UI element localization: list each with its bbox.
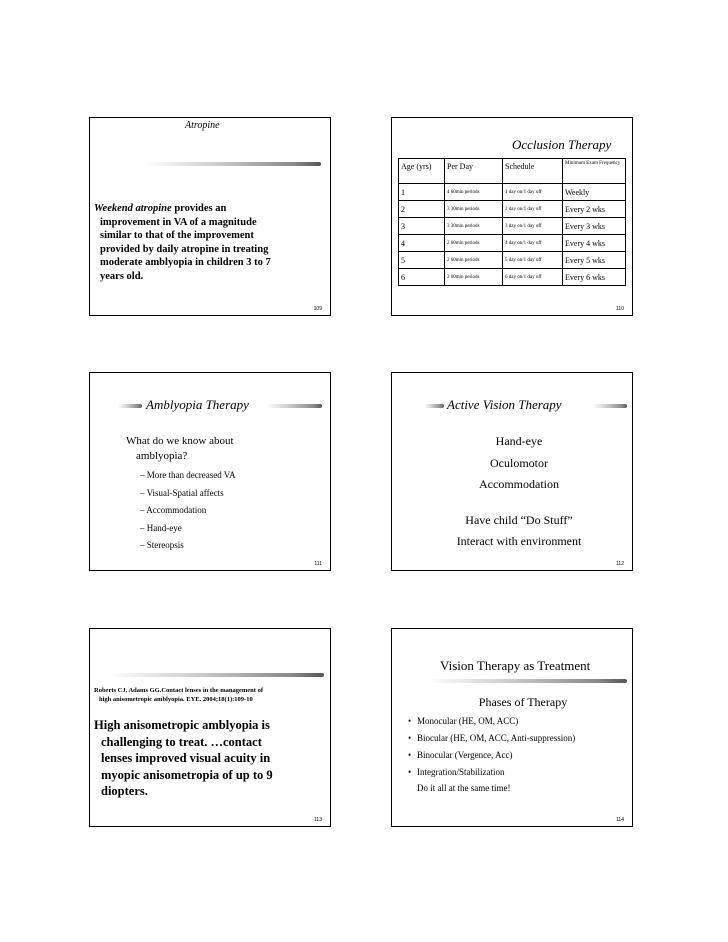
table-cell: 3 day on/1 day off	[503, 218, 563, 235]
table-header-row	[399, 159, 626, 184]
slide-body	[94, 202, 271, 283]
table-row	[399, 252, 626, 269]
body-line: provides an	[171, 203, 227, 214]
table-cell: 3 30min periods	[445, 201, 503, 218]
topic-list	[140, 467, 236, 555]
title-rule	[108, 673, 324, 677]
bullet-item: • Integration/Stabilization	[408, 767, 505, 777]
title-rule-left	[118, 404, 142, 408]
slide-number: 112	[616, 561, 624, 567]
line-hand-eye: Hand-eye	[495, 434, 543, 448]
body-line: challenging to treat. …contact	[101, 734, 262, 749]
intro-line: What do we know about	[126, 435, 234, 447]
table-cell: 2	[399, 201, 445, 218]
slide-110	[391, 117, 633, 316]
table-header-cell: Schedule	[503, 159, 563, 184]
list-item: – Stereopsis	[140, 540, 184, 550]
bullet-item: • Biocular (HE, OM, ACC, Anti-suppression)	[408, 733, 576, 743]
slide-number: 110	[616, 306, 624, 312]
table-cell: 2 day on/1 day off	[503, 201, 563, 218]
slide-title: Amblyopia Therapy	[146, 397, 249, 412]
table-cell: 4 60min periods	[445, 184, 503, 201]
title-rule	[145, 162, 321, 166]
table-cell: 2 60min periods	[445, 252, 503, 269]
list-item: – Accommodation	[140, 505, 207, 515]
list-item: – Hand-eye	[140, 522, 182, 533]
table-header-cell: Minimum Exam Frequency	[563, 159, 626, 184]
slide-number: 111	[314, 561, 322, 567]
line-interact: Interact with environment	[456, 534, 582, 548]
table-cell: 6	[399, 269, 445, 286]
body-line: provided by daily atropine in treating	[100, 243, 269, 255]
body-emphasis: Weekend atropine	[94, 203, 172, 214]
slide-body	[94, 717, 273, 800]
bullet-dot: •	[408, 767, 412, 777]
table-cell: 3 30min periods	[445, 218, 503, 235]
bullet-item: • Monocular (HE, OM, ACC)	[408, 716, 519, 726]
slide-number: 114	[616, 817, 624, 823]
body-line: improvement in VA of a magnitude	[100, 216, 257, 228]
body-line: diopters.	[101, 784, 148, 798]
citation	[94, 686, 263, 704]
slide-title: Occlusion Therapy	[512, 137, 612, 152]
citation-line: Roberts CJ, Adams GG.Contact lenses in the management of	[94, 687, 263, 694]
table-cell: Every 3 wks	[563, 218, 626, 235]
slide-title: Atropine	[185, 120, 220, 131]
bullet-dot: •	[408, 733, 412, 743]
list-item: – Visual-Spatial affects	[140, 487, 224, 498]
slide-subtitle: Phases of Therapy	[478, 695, 568, 709]
table-cell: Every 5 wks	[563, 252, 626, 269]
table-cell: 3	[399, 218, 445, 235]
slide-title: Vision Therapy as Treatment	[440, 658, 591, 673]
table-cell: 5 day on/1 day off	[503, 252, 563, 269]
bullet-dot: •	[408, 716, 412, 726]
table-row	[399, 218, 626, 235]
table-cell: Weekly	[563, 184, 626, 201]
body-line: lenses improved visual acuity in	[101, 751, 271, 765]
body-line: similar to that of the improvement	[100, 230, 254, 241]
slide-title: Active Vision Therapy	[447, 397, 562, 412]
table-cell: 1 day on/1 day off	[503, 184, 563, 201]
table-row	[399, 184, 626, 201]
table-row	[399, 269, 626, 286]
body-line: High anisometropic amblyopia is	[94, 718, 270, 732]
intro-line: amblyopia?	[136, 450, 188, 462]
bullet-item: • Binocular (Vergence, Acc)	[408, 750, 513, 760]
line-accommodation: Accommodation	[479, 477, 559, 491]
slide-number: 109	[313, 306, 322, 312]
slide-111	[89, 372, 331, 571]
table-cell: 4	[399, 235, 445, 252]
table-cell: Every 6 wks	[563, 269, 626, 286]
table-row	[399, 201, 626, 218]
intro-text	[126, 434, 234, 464]
slide-number: 113	[314, 817, 322, 823]
table-cell: 5	[399, 252, 445, 269]
slide-112	[391, 372, 633, 571]
title-rule-left	[424, 404, 444, 408]
line-oculomotor: Oculomotor	[490, 456, 548, 470]
list-item: – More than decreased VA	[140, 470, 236, 480]
table-cell: 2 60min periods	[445, 235, 503, 252]
table-cell: 1	[399, 184, 445, 201]
body-line: moderate amblyopia in children 3 to 7	[100, 257, 271, 268]
table-cell: Every 4 wks	[563, 235, 626, 252]
slide-109	[89, 117, 331, 316]
body-line: myopic anisometropia of up to 9	[101, 767, 273, 782]
table-header-cell: Per Day	[445, 159, 503, 184]
bullet-dot: •	[408, 750, 412, 760]
table-cell: 2 60min periods	[445, 269, 503, 286]
table-cell: Every 2 wks	[563, 201, 626, 218]
table-row	[399, 235, 626, 252]
title-rule	[427, 679, 627, 683]
table-cell: 4 day on/1 day off	[503, 235, 563, 252]
table-header-cell: Age (yrs)	[399, 159, 445, 184]
body-line: years old.	[100, 270, 144, 282]
line-do-stuff: Have child “Do Stuff”	[465, 513, 573, 527]
slide-114	[391, 628, 633, 827]
closing-line: Do it all at the same time!	[417, 783, 511, 793]
title-rule-right	[593, 404, 627, 408]
table-cell: 6 day on/1 day off	[503, 269, 563, 286]
occlusion-table	[398, 158, 626, 286]
citation-line: high anisometropic amblyopia. EYE. 2004;18(1):109-10	[99, 696, 253, 703]
title-rule-right	[266, 404, 322, 408]
slide-113	[89, 628, 331, 827]
